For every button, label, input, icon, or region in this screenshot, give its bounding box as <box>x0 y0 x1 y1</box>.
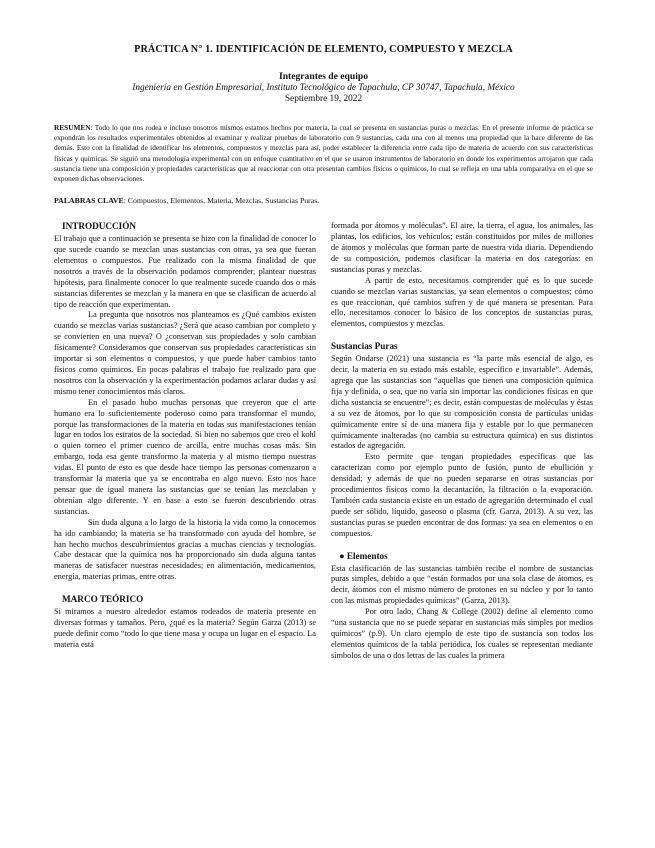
right-column <box>331 221 593 661</box>
right-paragraph-1: formada por átomos y moléculas”. El aire, la tierra, el agua, los animales, las plantas, los edificios, los vehículos; están constituidos por miles de millones de átomos y moléculas que forman parte de nuestra vida diaria. Dependiendo de su composición, podemos clasificar la materia en dos categorías: en sustancias puras y mezclas. <box>331 221 593 274</box>
intro-heading: INTRODUCCIÓN <box>62 221 137 232</box>
right-paragraph-2: A partir de esto, necesitamos comprender qué es lo que sucede cuando se mezclan varias sustancias, ya sean elementos o compuestos; cómo es que reaccionan, qué cambios sufren y de qué manera se presentan. Para ello, necesitamos conocer lo básico de los conceptos de sustancias puras, elementos, compuestos y mezclas. <box>331 275 593 329</box>
keywords-text: : Compuestos, Elementos, Materia, Mezclas, Sustancias Puras. <box>123 196 320 206</box>
bullet-icon: ● <box>339 550 345 561</box>
elementos-heading-text: Elementos <box>346 550 388 561</box>
sustancias-paragraph-2: Esto permite que tengan propiedades específicas que las caracterizan como por ejemplo punto de fusión, punto de ebullición y densidad; y además de que no pueden separarse en otras sustancias por procedimientos físicos como la decantación, la filtración o la evaporación. También cada sustancia existe en un estado de agregación determinado el cual puede ser sólido, líquido, gaseoso o plasma (cfr. Garza, 2013). A su vez, las sustancias puras se pueden encontrar de dos formas: ya sea en elementos o en compuestos. <box>331 452 593 538</box>
sustancias-puras-heading: Sustancias Puras <box>331 341 398 352</box>
affiliation: Ingeniería en Gestión Empresarial, Instituto Tecnológico de Tapachula, CP 30747, Tapachula, México <box>132 83 515 93</box>
abstract-text: : Todo lo que nos rodea e incluso nosotros mismos estamos hechos por materia, la cual se presenta en sustancias puras o mezclas. En el presente informe de práctica se expondrán los resultados experimentales obtenidos al examinar y realizar pruebas de laboratorio con 9 sustancias, cada una con al menos una propiedad que la hace diferente de las demás. Esto con la finalidad de identificar los elementos, compuestos y mezclas para así, poder establecer la diferencia entre cada tipo de materia de acuerdo con sus características físicas y químicas. Se siguió una metodología experimental con un enfoque cuantitativo en el que se usaron instrumentos de laboratorio en donde los experimentos arrojaron que cada sustancia tiene una composición y propiedades características que al reaccionar con otra presentan cambios físicos o químicos, lo cual se refleja en una tabla comparativa en el que se exponen dichas observaciones. <box>54 123 593 184</box>
intro-paragraph-2: La pregunta que nosotros nos planteamos es ¿Qué cambios existen cuando se mezclas varias sustancias? ¿Será que acaso cambian por completo y se convierten en una nueva? O ¿conservan sus propiedades y solo cambian físicamente? Consideramos que conservan sus propiedades características sin importar si son elementos o compuestos, y que puede haber cambios tanto físicos como químicos. En pocas palabras el trabajo fue realizado para que nosotros con la observación y la experimentación podamos aclarar dudas y así mismo tener conocimientos más claros. <box>54 310 316 396</box>
date: Septiembre 19, 2022 <box>284 94 363 104</box>
marco-paragraph-1: Si miramos a nuestro alrededor estamos rodeados de materia presente en diversas formas y tamaños. Pero, ¿qué es la materia? Según Garza (2013) se puede definir como “todo lo que tiene masa y ocupa un lugar en el espacio. La materia está <box>54 607 316 649</box>
paper-title: PRÁCTICA N° 1. IDENTIFICACIÓN DE ELEMENTO, COMPUESTO Y MEZCLA <box>134 44 513 55</box>
intro-paragraph-3: En el pasado hubo muchas personas que creyeron que el arte humano era lo suficientemente poderoso como para transformar el mundo, porque las transformaciones de la materia en todas sus manifestaciones tenían lugar en todos los estratos de la sociedad. Si bien no sabemos que creo el kohl o quien torneo el primer cuenco de arcilla, entre muchas cosas más. Sin embargo, toda esa gente transformo la materia y al mismo tiempo nuestras vidas. El punto de esto es que desde hace tiempo las personas comenzaron a transformar la materia que ya se encontraba en algo nuevo. Esto nos hace pensar que de igual manera las sustancias que se tenían las mezclaban y obtenían algo diferente. Y en base a esto se fueron descubriendo otras sustancias. <box>54 397 316 516</box>
abstract <box>54 123 593 184</box>
elementos-heading <box>339 551 593 562</box>
keywords-label: PALABRAS CLAVE <box>54 196 124 206</box>
left-column <box>54 221 316 661</box>
intro-paragraph-4: Sin duda alguna a lo largo de la historia la vida como la conocemos ha ido cambiando; la materia se ha transformado con ayuda del hombre, se han hecho muchos descubrimientos gracias a muchas ciencias y tecnologías. Cabe destacar que la química nos ha proporcionado sin duda alguna tantas maneras de satisfacer nuestras necesidades; en alimentación, medicamentos, energía, materias primas, entre otras. <box>54 517 316 582</box>
marco-heading: MARCO TEÓRICO <box>62 594 144 605</box>
intro-paragraph-1: El trabajo que a continuación se presenta se hizo con la finalidad de conocer lo que sucede cuando se mezclan unas sustancias con otras, ya sea que fueran elementos o compuestos. Fue realizado con la misma finalidad de que nosotros a través de la observación podamos comprender, plantear nuestras hipótesis, para finalmente conocer lo que realmente sucede cuando dos o más sustancias diferentes se mezclan y la manera en que se clasifican de acuerdo al tipo de reacción que experimentan. <box>54 234 316 309</box>
elementos-paragraph-1: Esta clasificación de las sustancias también recibe el nombre de sustancias puras simples, debido a que “están formados por una sola clase de átomos, es decir, átomos con el mismo número de protones en su núcleo y por lo tanto con las mismas propiedades químicas” (Garza, 2013). <box>331 563 593 606</box>
sustancias-paragraph-1: Según Ondarse (2021) una sustancia es “la parte más esencial de algo, es decir, la materia en su estado más estable, específico e invariable”. Además, agrega que las sustancias son “aquellas que tienen una composición química fija y definida, o sea, que no varía sin importar las condiciones físicas en que dicha sustancia se encuentre”; es decir, están compuestas de moléculas y éstas a su vez de átomos, por lo que su composición consta de partículas unidas químicamente entre sí de una manera fija y estable por lo que permanecen químicamente inalteradas (no cambia su estructura química) en sus distintos estados de agregación. <box>331 354 593 451</box>
abstract-label: RESUMEN <box>54 123 91 132</box>
keywords <box>54 196 593 205</box>
elementos-paragraph-2: Por otro lado, Chang & College (2002) define al elemento como “una sustancia que no se puede separar en sustancias más simples por medios químicos” (p.9). Un claro ejemplo de este tipo de sustancia son todos los elementos químicos de la tabla periódica, los cuales se representan mediante símbolos de una o dos letras de las cuales la primera <box>331 607 593 660</box>
authors: Integrantes de equipo <box>278 71 368 82</box>
body-columns <box>54 221 593 661</box>
